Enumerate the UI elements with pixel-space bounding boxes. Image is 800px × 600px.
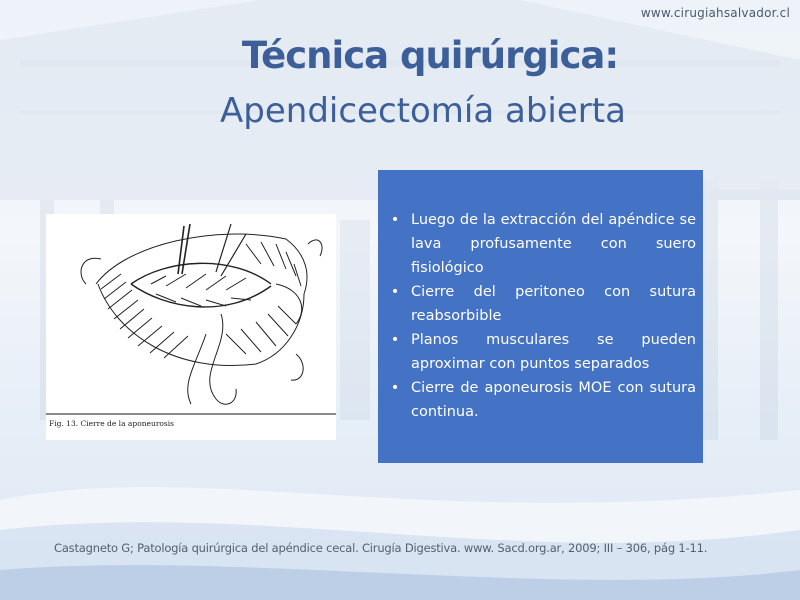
background-wave	[0, 460, 800, 600]
figure-caption: Fig. 13. Cierre de la aponeurosis	[49, 419, 175, 428]
bullet-item	[387, 376, 696, 424]
bullet-icon: •	[390, 332, 400, 348]
bullet-icon: •	[390, 284, 400, 300]
bullet-text: Cierre de aponeurosis MOE con sutura continua.	[411, 380, 696, 420]
site-url: www.cirugiahsalvador.cl	[640, 6, 790, 20]
bullet-item	[387, 208, 696, 280]
bullet-text: Planos musculares se pueden aproximar con puntos separados	[411, 332, 696, 372]
bullet-item	[387, 328, 696, 376]
bullet-box	[378, 170, 703, 463]
bullet-text: Cierre del peritoneo con sutura reabsorbible	[411, 284, 696, 324]
bullet-icon: •	[390, 380, 400, 396]
bullet-text: Luego de la extracción del apéndice se lava profusamente con suero fisiológico	[411, 212, 696, 276]
aponeurosis-closure-drawing	[46, 214, 336, 414]
surgical-illustration	[46, 214, 336, 440]
figure-divider	[46, 413, 336, 415]
slide-title: Técnica quirúrgica:	[241, 34, 619, 77]
slide-subtitle: Apendicectomía abierta	[220, 91, 626, 131]
bullet-item	[387, 280, 696, 328]
bullet-icon: •	[390, 212, 400, 228]
reference-citation: Castagneto G; Patología quirúrgica del apéndice cecal. Cirugía Digestiva. www. Sacd.org.ar, 2009; III – 306, pág 1-11.	[54, 541, 708, 555]
bullet-list	[387, 208, 696, 424]
